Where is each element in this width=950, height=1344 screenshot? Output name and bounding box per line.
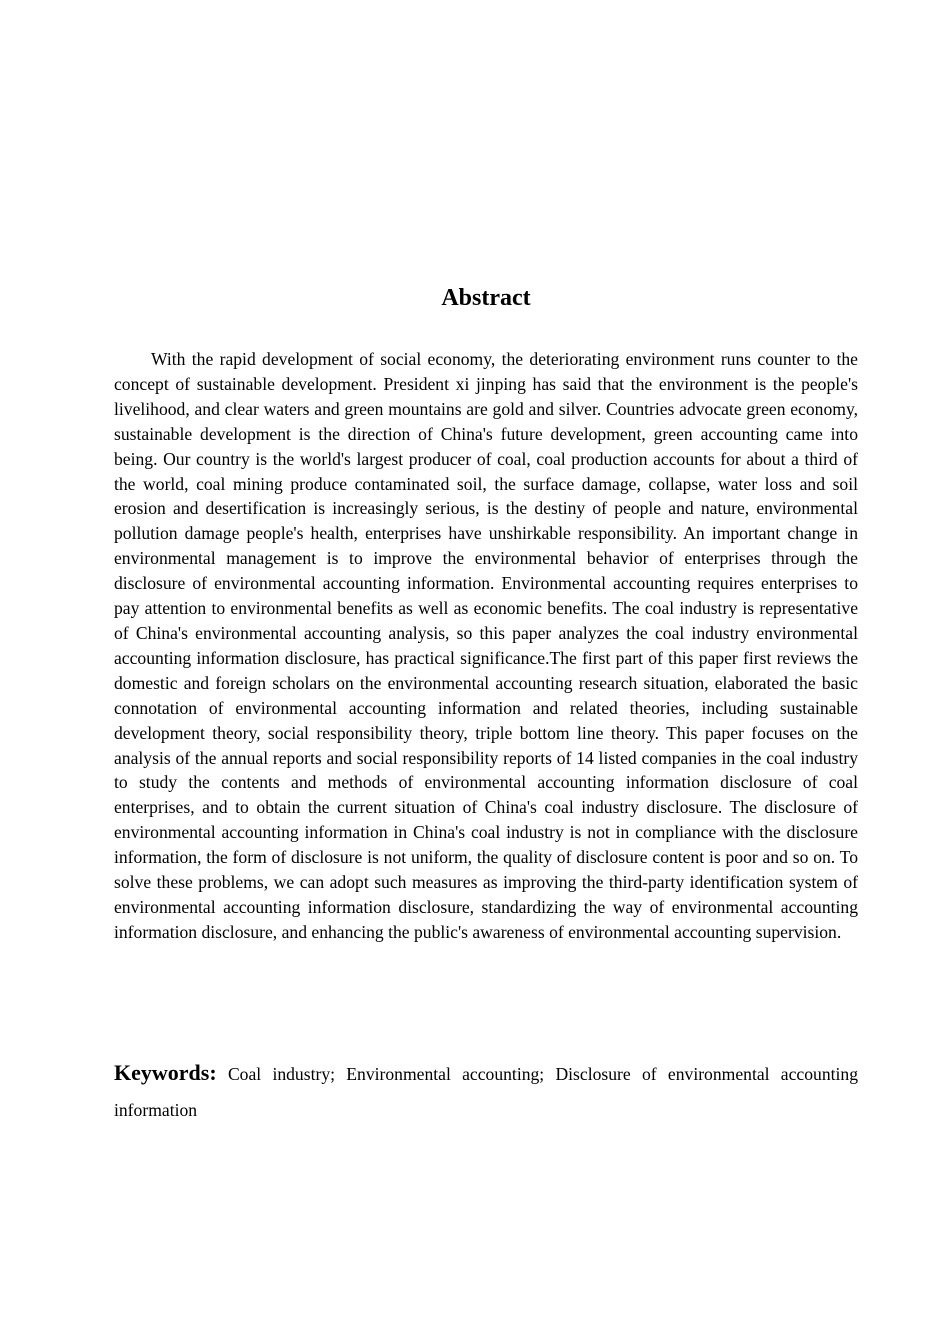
- keywords-label: Keywords:: [114, 1060, 217, 1085]
- abstract-title: Abstract: [441, 285, 531, 311]
- keywords-paragraph: [114, 1055, 858, 1128]
- keywords-text: Coal industry; Environmental accounting; Disclosure of environmental accounting information: [114, 1064, 858, 1120]
- abstract-body-text: With the rapid development of social economy, the deteriorating environment runs counter to the concept of sustainable development. President xi jinping has said that the environment is the people's livelihood, and clear waters and green mountains are gold and silver. Countries advocate green economy, sustainable development is the direction of China's future development, green accounting came into being. Our country is the world's largest producer of coal, coal production accounts for about a third of the world, coal mining produce contaminated soil, the surface damage, collapse, water loss and soil erosion and desertification is increasingly serious, is the destiny of people and nature, environmental pollution damage people's health, enterprises have unshirkable responsibility. An important change in environmental management is to improve the environmental behavior of enterprises through the disclosure of environmental accounting information. Environmental accounting requires enterprises to pay attention to environmental benefits as well as economic benefits. The coal industry is representative of China's environmental accounting analysis, so this paper analyzes the coal industry environmental accounting information disclosure, has practical significance.The first part of this paper first reviews the domestic and foreign scholars on the environmental accounting research situation, elaborated the basic connotation of environmental accounting information and related theories, including sustainable development theory, social responsibility theory, triple bottom line theory. This paper focuses on the analysis of the annual reports and social responsibility reports of 14 listed companies in the coal industry to study the contents and methods of environmental accounting information disclosure of coal enterprises, and to obtain the current situation of China's coal industry disclosure. The disclosure of environmental accounting information in China's coal industry is not in compliance with the disclosure information, the form of disclosure is not uniform, the quality of disclosure content is poor and so on. To solve these problems, we can adopt such measures as improving the third-party identification system of environmental accounting information disclosure, standardizing the way of environmental accounting information disclosure, and enhancing the public's awareness of environmental accounting supervision.: [114, 349, 858, 942]
